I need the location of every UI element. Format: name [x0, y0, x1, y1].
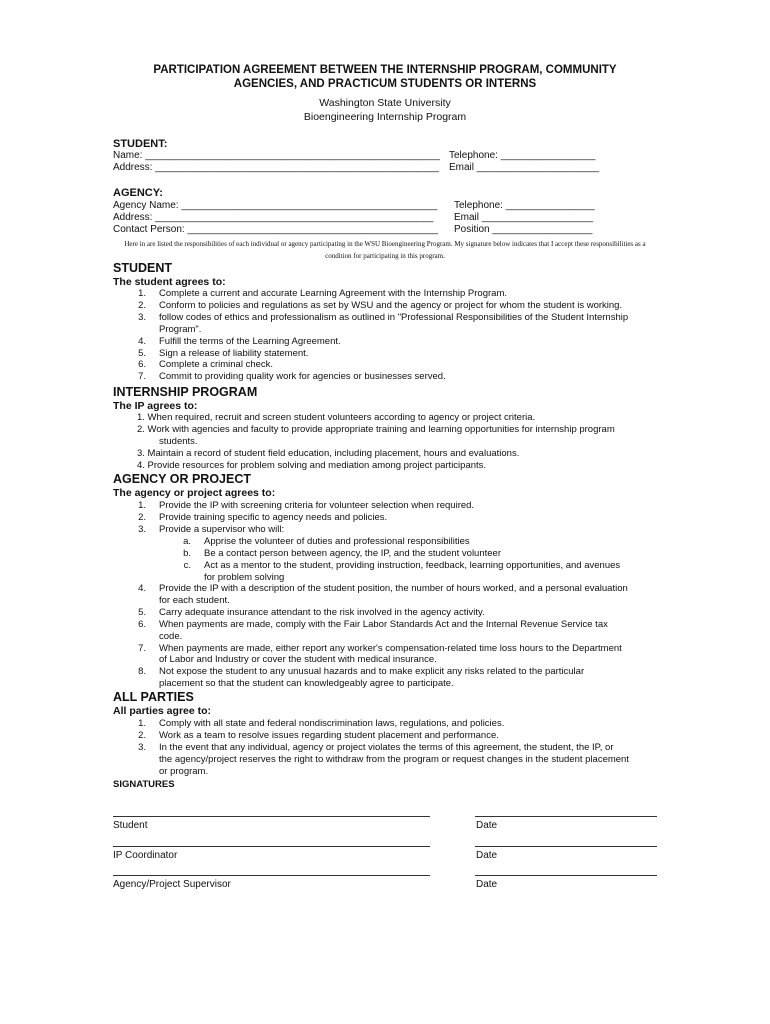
date-label: Date	[476, 820, 498, 831]
all-parties-subheading: All parties agree to:	[113, 705, 212, 717]
agency-sub-item-number: a.	[183, 536, 191, 547]
agency-sub-item-number: c.	[183, 559, 191, 571]
date-label: Date	[476, 849, 498, 861]
ip-item-text: 1. When required, recruit and screen student volunteers according to agency or project criteria.	[137, 412, 536, 423]
agency-name-field[interactable]: Agency Name: ______________________________________________	[113, 200, 438, 211]
all-parties-heading: ALL PARTIES	[113, 690, 194, 704]
all-parties-item-text: the agency/project reserves the right to withdraw from the program or request changes in the student placement	[159, 753, 629, 765]
all-parties-item-number: 1.	[138, 718, 146, 729]
student-item-text: Program".	[159, 323, 202, 335]
ip-section-subheading: The IP agrees to:	[113, 400, 198, 412]
signature-line[interactable]	[113, 816, 430, 817]
student-item-number: 1.	[138, 288, 146, 299]
ip-item-text: 4. Provide resources for problem solving and mediation among project participants.	[137, 459, 487, 471]
agency-item-text: Provide a supervisor who will:	[159, 523, 285, 535]
university-name: Washington State University	[319, 97, 451, 109]
position-field[interactable]: Position __________________	[454, 224, 593, 235]
agency-info-heading: AGENCY:	[113, 187, 163, 199]
student-item-text: Commit to providing quality work for agencies or businesses served.	[159, 371, 446, 383]
date-line[interactable]	[475, 816, 657, 817]
date-line[interactable]	[475, 875, 657, 876]
all-parties-item-text: Comply with all state and federal nondiscrimination laws, regulations, and policies.	[159, 718, 505, 729]
responsibilities-notice	[112, 238, 658, 262]
agency-telephone-field[interactable]: Telephone: ________________	[454, 200, 595, 211]
agency-item-number: 2.	[138, 511, 146, 523]
agency-item-text: When payments are made, comply with the Fair Labor Standards Act and the Internal Revenue Service tax	[159, 618, 608, 630]
agency-item-text: Provide the IP with a description of the student position, the number of hours worked, and a personal evaluation	[159, 583, 628, 594]
agency-item-number: 5.	[138, 606, 146, 618]
agency-item-text: When payments are made, either report any worker's compensation-related time loss hours to the Department	[159, 642, 622, 654]
agency-sub-item-text: Apprise the volunteer of duties and professional responsibilities	[204, 536, 470, 547]
document-title	[100, 63, 670, 91]
agency-sub-item-text: for problem solving	[204, 571, 285, 583]
agency-item-text: for each student.	[159, 594, 230, 606]
date-label: Date	[476, 879, 498, 890]
student-item-number: 7.	[138, 371, 146, 383]
student-item-text: Complete a current and accurate Learning Agreement with the Internship Program.	[159, 288, 507, 299]
student-telephone-field[interactable]: Telephone: _________________	[449, 150, 596, 161]
student-item-text: Conform to policies and regulations as set by WSU and the agency or project for whom the student is working.	[159, 299, 623, 311]
signature-label: Agency/Project Supervisor	[113, 879, 231, 890]
student-section-subheading: The student agrees to:	[113, 276, 226, 288]
student-item-number: 5.	[138, 347, 146, 359]
agency-item-text: placement so that the student can knowledgeably agree to participate.	[159, 678, 454, 690]
agency-item-number: 8.	[138, 666, 146, 678]
agency-item-number: 4.	[138, 583, 146, 594]
agency-item-number: 6.	[138, 618, 146, 630]
agency-section-heading: AGENCY OR PROJECT	[113, 472, 251, 486]
student-item-text: Complete a criminal check.	[159, 359, 274, 371]
notice-line-1: Here in are listed the responsibilities of each individual or agency participating in the WSU Bioengineering Program. My signature below indicates that I accept these responsibilities as a	[124, 240, 646, 248]
all-parties-item-number: 2.	[138, 729, 146, 741]
agency-sub-item-text: Act as a mentor to the student, providing instruction, feedback, learning opportunities, and avenues	[204, 559, 621, 571]
student-name-field[interactable]: Name: _____________________________________________________	[113, 150, 440, 161]
agency-sub-item-text: Be a contact person between agency, the IP, and the student volunteer	[204, 547, 501, 559]
student-item-number: 4.	[138, 335, 146, 347]
title-line-2: AGENCIES, AND PRACTICUM STUDENTS OR INTERNS	[233, 78, 537, 90]
student-item-text: Sign a release of liability statement.	[159, 347, 309, 359]
student-item-number: 6.	[138, 359, 146, 371]
ip-item-text: 3. Maintain a record of student field education, including placement, hours and evaluations.	[137, 447, 520, 459]
agency-item-text: Provide the IP with screening criteria for volunteer selection when required.	[159, 500, 475, 511]
agency-item-text: Carry adequate insurance attendant to the risk involved in the agency activity.	[159, 606, 485, 618]
agency-item-text: Not expose the student to any unusual hazards and to make explicit any risks related to the particular	[159, 666, 585, 678]
agency-address-field[interactable]: Address: __________________________________________________	[113, 212, 434, 223]
ip-item-text: students.	[159, 435, 198, 447]
student-email-field[interactable]: Email ______________________	[449, 162, 600, 173]
signature-line[interactable]	[113, 846, 430, 847]
signature-label: IP Coordinator	[113, 849, 178, 861]
student-section-heading: STUDENT	[113, 261, 173, 275]
all-parties-item-text: In the event that any individual, agency or project violates the terms of this agreement, the student, the IP, or	[159, 741, 614, 753]
student-item-number: 3.	[138, 311, 146, 323]
student-item-text: follow codes of ethics and professionalism as outlined in "Professional Responsibilities of the Student Internship	[159, 311, 629, 323]
agency-item-text: code.	[159, 630, 183, 642]
notice-line-2: condition for participating in this program.	[325, 252, 445, 260]
student-item-text: Fulfill the terms of the Learning Agreement.	[159, 335, 341, 347]
student-item-number: 2.	[138, 299, 146, 311]
ip-section-heading: INTERNSHIP PROGRAM	[113, 385, 258, 399]
program-name: Bioengineering Internship Program	[303, 111, 467, 123]
date-line[interactable]	[475, 846, 657, 847]
student-info-heading: STUDENT:	[113, 138, 168, 150]
signature-label: Student	[113, 820, 148, 831]
agency-email-field[interactable]: Email ____________________	[454, 212, 594, 223]
all-parties-item-text: Work as a team to resolve issues regarding student placement and performance.	[159, 729, 499, 741]
agency-item-text: Provide training specific to agency needs and policies.	[159, 511, 388, 523]
agency-sub-item-number: b.	[183, 547, 191, 559]
agency-item-text: of Labor and Industry or cover the student with medical insurance.	[159, 654, 437, 666]
student-address-field[interactable]: Address: ___________________________________________________	[113, 162, 439, 173]
agency-item-number: 1.	[138, 500, 146, 511]
signature-line[interactable]	[113, 875, 430, 876]
all-parties-item-text: or program.	[159, 765, 209, 777]
title-line-1: PARTICIPATION AGREEMENT BETWEEN THE INTERNSHIP PROGRAM, COMMUNITY	[153, 64, 617, 76]
agency-item-number: 3.	[138, 523, 146, 535]
agency-item-number: 7.	[138, 642, 146, 654]
signatures-heading: SIGNATURES	[113, 779, 175, 790]
contact-person-field[interactable]: Contact Person: _____________________________________________	[113, 224, 438, 235]
ip-item-text: 2. Work with agencies and faculty to provide appropriate training and learning opportunities for internship program	[137, 423, 615, 435]
agency-section-subheading: The agency or project agrees to:	[113, 487, 276, 499]
all-parties-item-number: 3.	[138, 741, 146, 753]
